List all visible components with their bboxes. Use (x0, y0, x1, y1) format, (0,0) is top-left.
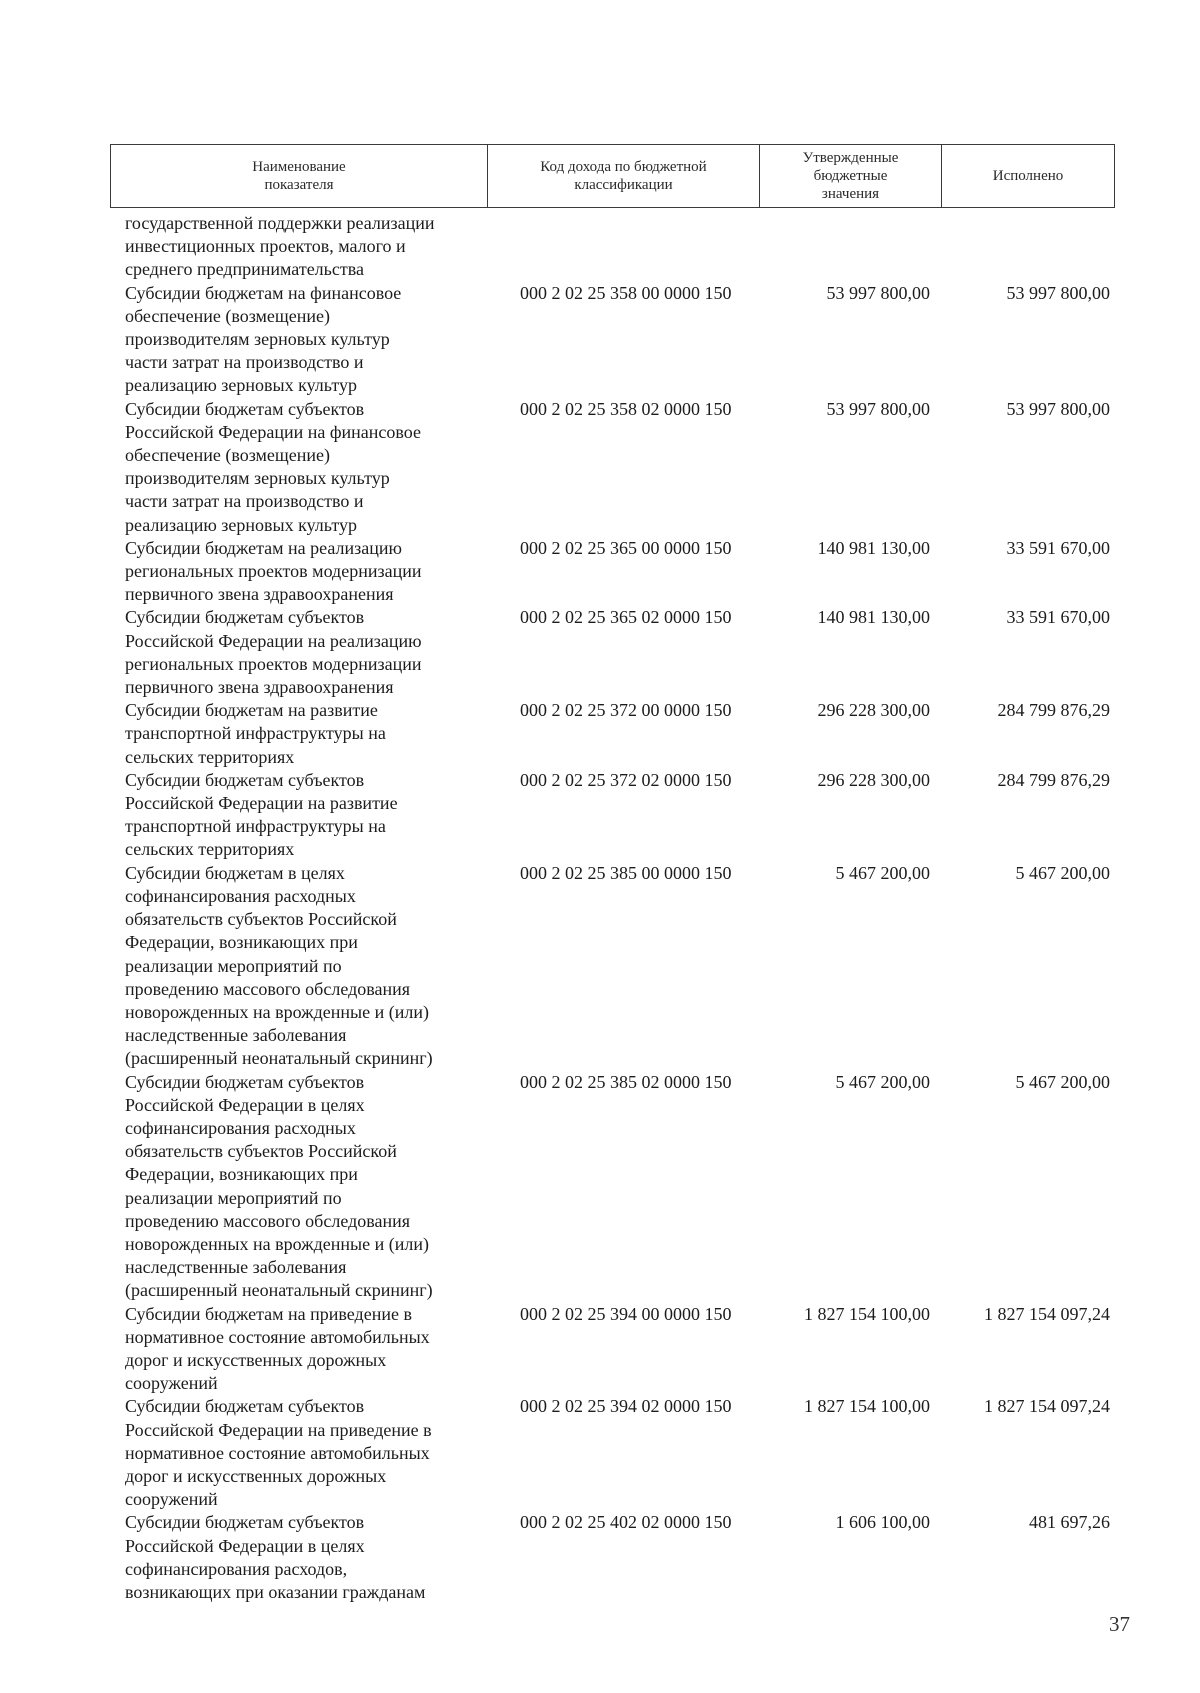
row-code-cell: 000 2 02 25 402 02 0000 150 (520, 1512, 732, 1533)
row-name-cell: Субсидии бюджетам на развитие транспортной инфраструктуры на сельских территориях (125, 700, 386, 767)
table-row (110, 862, 1120, 1071)
table-row (110, 1511, 1120, 1604)
row-approved-cell: 53 997 800,00 (826, 398, 930, 419)
row-executed-cell: 53 997 800,00 (1006, 398, 1110, 419)
row-executed-cell: 284 799 876,29 (997, 700, 1110, 721)
row-approved-cell: 296 228 300,00 (817, 700, 930, 721)
row-approved-cell: 140 981 130,00 (817, 607, 930, 628)
row-executed-cell: 481 697,26 (1029, 1512, 1110, 1533)
header-name: Наименование показателя (111, 145, 488, 207)
row-code-cell: 000 2 02 25 365 02 0000 150 (520, 607, 732, 628)
row-name-cell: Субсидии бюджетам на приведение в нормативное состояние автомобильных дорог и искусственных дорожных сооружений (125, 1303, 430, 1394)
row-name-cell: Субсидии бюджетам на реализацию региональных проектов модернизации первичного звена здравоохранения (125, 537, 422, 605)
row-name-cell: Субсидии бюджетам субъектов Российской Федерации на реализацию региональных проектов модернизации первичного звена здравоохранения (125, 607, 422, 698)
row-name-cell: Субсидии бюджетам субъектов Российской Федерации на финансовое обеспечение (возмещение) производителям зерновых культур части затрат на производство и реализацию зерновых культур (125, 398, 421, 535)
row-code-cell: 000 2 02 25 358 00 0000 150 (520, 282, 732, 303)
table-row (110, 769, 1120, 862)
row-code-cell: 000 2 02 25 365 00 0000 150 (520, 537, 732, 558)
row-code-cell: 000 2 02 25 394 00 0000 150 (520, 1303, 732, 1324)
row-name-cell: государственной поддержки реализации инвестиционных проектов, малого и среднего предпринимательства (125, 213, 435, 280)
header-approved: Утвержденные бюджетные значения (760, 145, 942, 207)
row-executed-cell: 284 799 876,29 (997, 769, 1110, 790)
table-row (110, 1071, 1120, 1303)
row-code-cell: 000 2 02 25 385 00 0000 150 (520, 862, 732, 883)
row-executed-cell: 5 467 200,00 (1015, 1071, 1110, 1092)
row-executed-cell: 5 467 200,00 (1015, 862, 1110, 883)
row-name-cell: Субсидии бюджетам субъектов Российской Федерации на развитие транспортной инфраструктуры на сельских территориях (125, 769, 398, 860)
table-row (110, 537, 1120, 607)
row-name-cell: Субсидии бюджетам субъектов Российской Федерации в целях софинансирования расходов, возникающих при оказании гражданам (125, 1512, 426, 1602)
header-code: Код дохода по бюджетной классификации (488, 145, 760, 207)
row-code-cell: 000 2 02 25 372 00 0000 150 (520, 700, 732, 721)
row-code-cell: 000 2 02 25 385 02 0000 150 (520, 1071, 732, 1092)
row-approved-cell: 1 827 154 100,00 (804, 1303, 930, 1324)
row-code-cell: 000 2 02 25 394 02 0000 150 (520, 1396, 732, 1417)
page-number: 37 (1109, 1612, 1130, 1636)
row-code-cell: 000 2 02 25 358 02 0000 150 (520, 398, 732, 419)
row-executed-cell: 1 827 154 097,24 (984, 1303, 1110, 1324)
table-row (110, 282, 1120, 398)
table-row (110, 1395, 1120, 1511)
row-name-cell: Субсидии бюджетам субъектов Российской Федерации на приведение в нормативное состояние автомобильных дорог и искусственных дорожных сооружений (125, 1396, 432, 1510)
row-approved-cell: 1 606 100,00 (835, 1512, 930, 1533)
table-row (110, 606, 1120, 699)
table-body (110, 212, 1120, 1604)
row-code-cell: 000 2 02 25 372 02 0000 150 (520, 769, 732, 790)
header-executed: Исполнено (992, 168, 1064, 184)
row-approved-cell: 5 467 200,00 (835, 862, 930, 883)
row-executed-cell: 33 591 670,00 (1006, 607, 1110, 628)
table-row (110, 1303, 1120, 1396)
row-approved-cell: 5 467 200,00 (835, 1071, 930, 1092)
row-name-cell: Субсидии бюджетам в целях софинансирования расходных обязательств субъектов Российской Федерации, возникающих при реализации мероприятий по проведению массового обследования новорожденных на врожденные и (или) наследственные заболевания (расширенный неонатальный скрининг) (125, 862, 433, 1069)
row-approved-cell: 296 228 300,00 (817, 769, 930, 790)
row-executed-cell: 33 591 670,00 (1006, 537, 1110, 558)
row-approved-cell: 53 997 800,00 (826, 282, 930, 303)
row-executed-cell: 53 997 800,00 (1006, 282, 1110, 303)
row-executed-cell: 1 827 154 097,24 (984, 1396, 1110, 1417)
table-row (110, 398, 1120, 537)
row-name-cell: Субсидии бюджетам субъектов Российской Федерации в целях софинансирования расходных обязательств субъектов Российской Федерации, возникающих при реализации мероприятий по проведению массового обследования новорожденных на врожденные и (или) наследственные заболевания (расширенный неонатальный скрининг) (125, 1071, 433, 1301)
row-approved-cell: 140 981 130,00 (817, 537, 930, 558)
table-header (110, 144, 1115, 208)
table-row (110, 212, 1120, 282)
row-name-cell: Субсидии бюджетам на финансовое обеспечение (возмещение) производителям зерновых культур части затрат на производство и реализацию зерновых культур (125, 282, 402, 396)
table-row (110, 699, 1120, 769)
row-approved-cell: 1 827 154 100,00 (804, 1396, 930, 1417)
